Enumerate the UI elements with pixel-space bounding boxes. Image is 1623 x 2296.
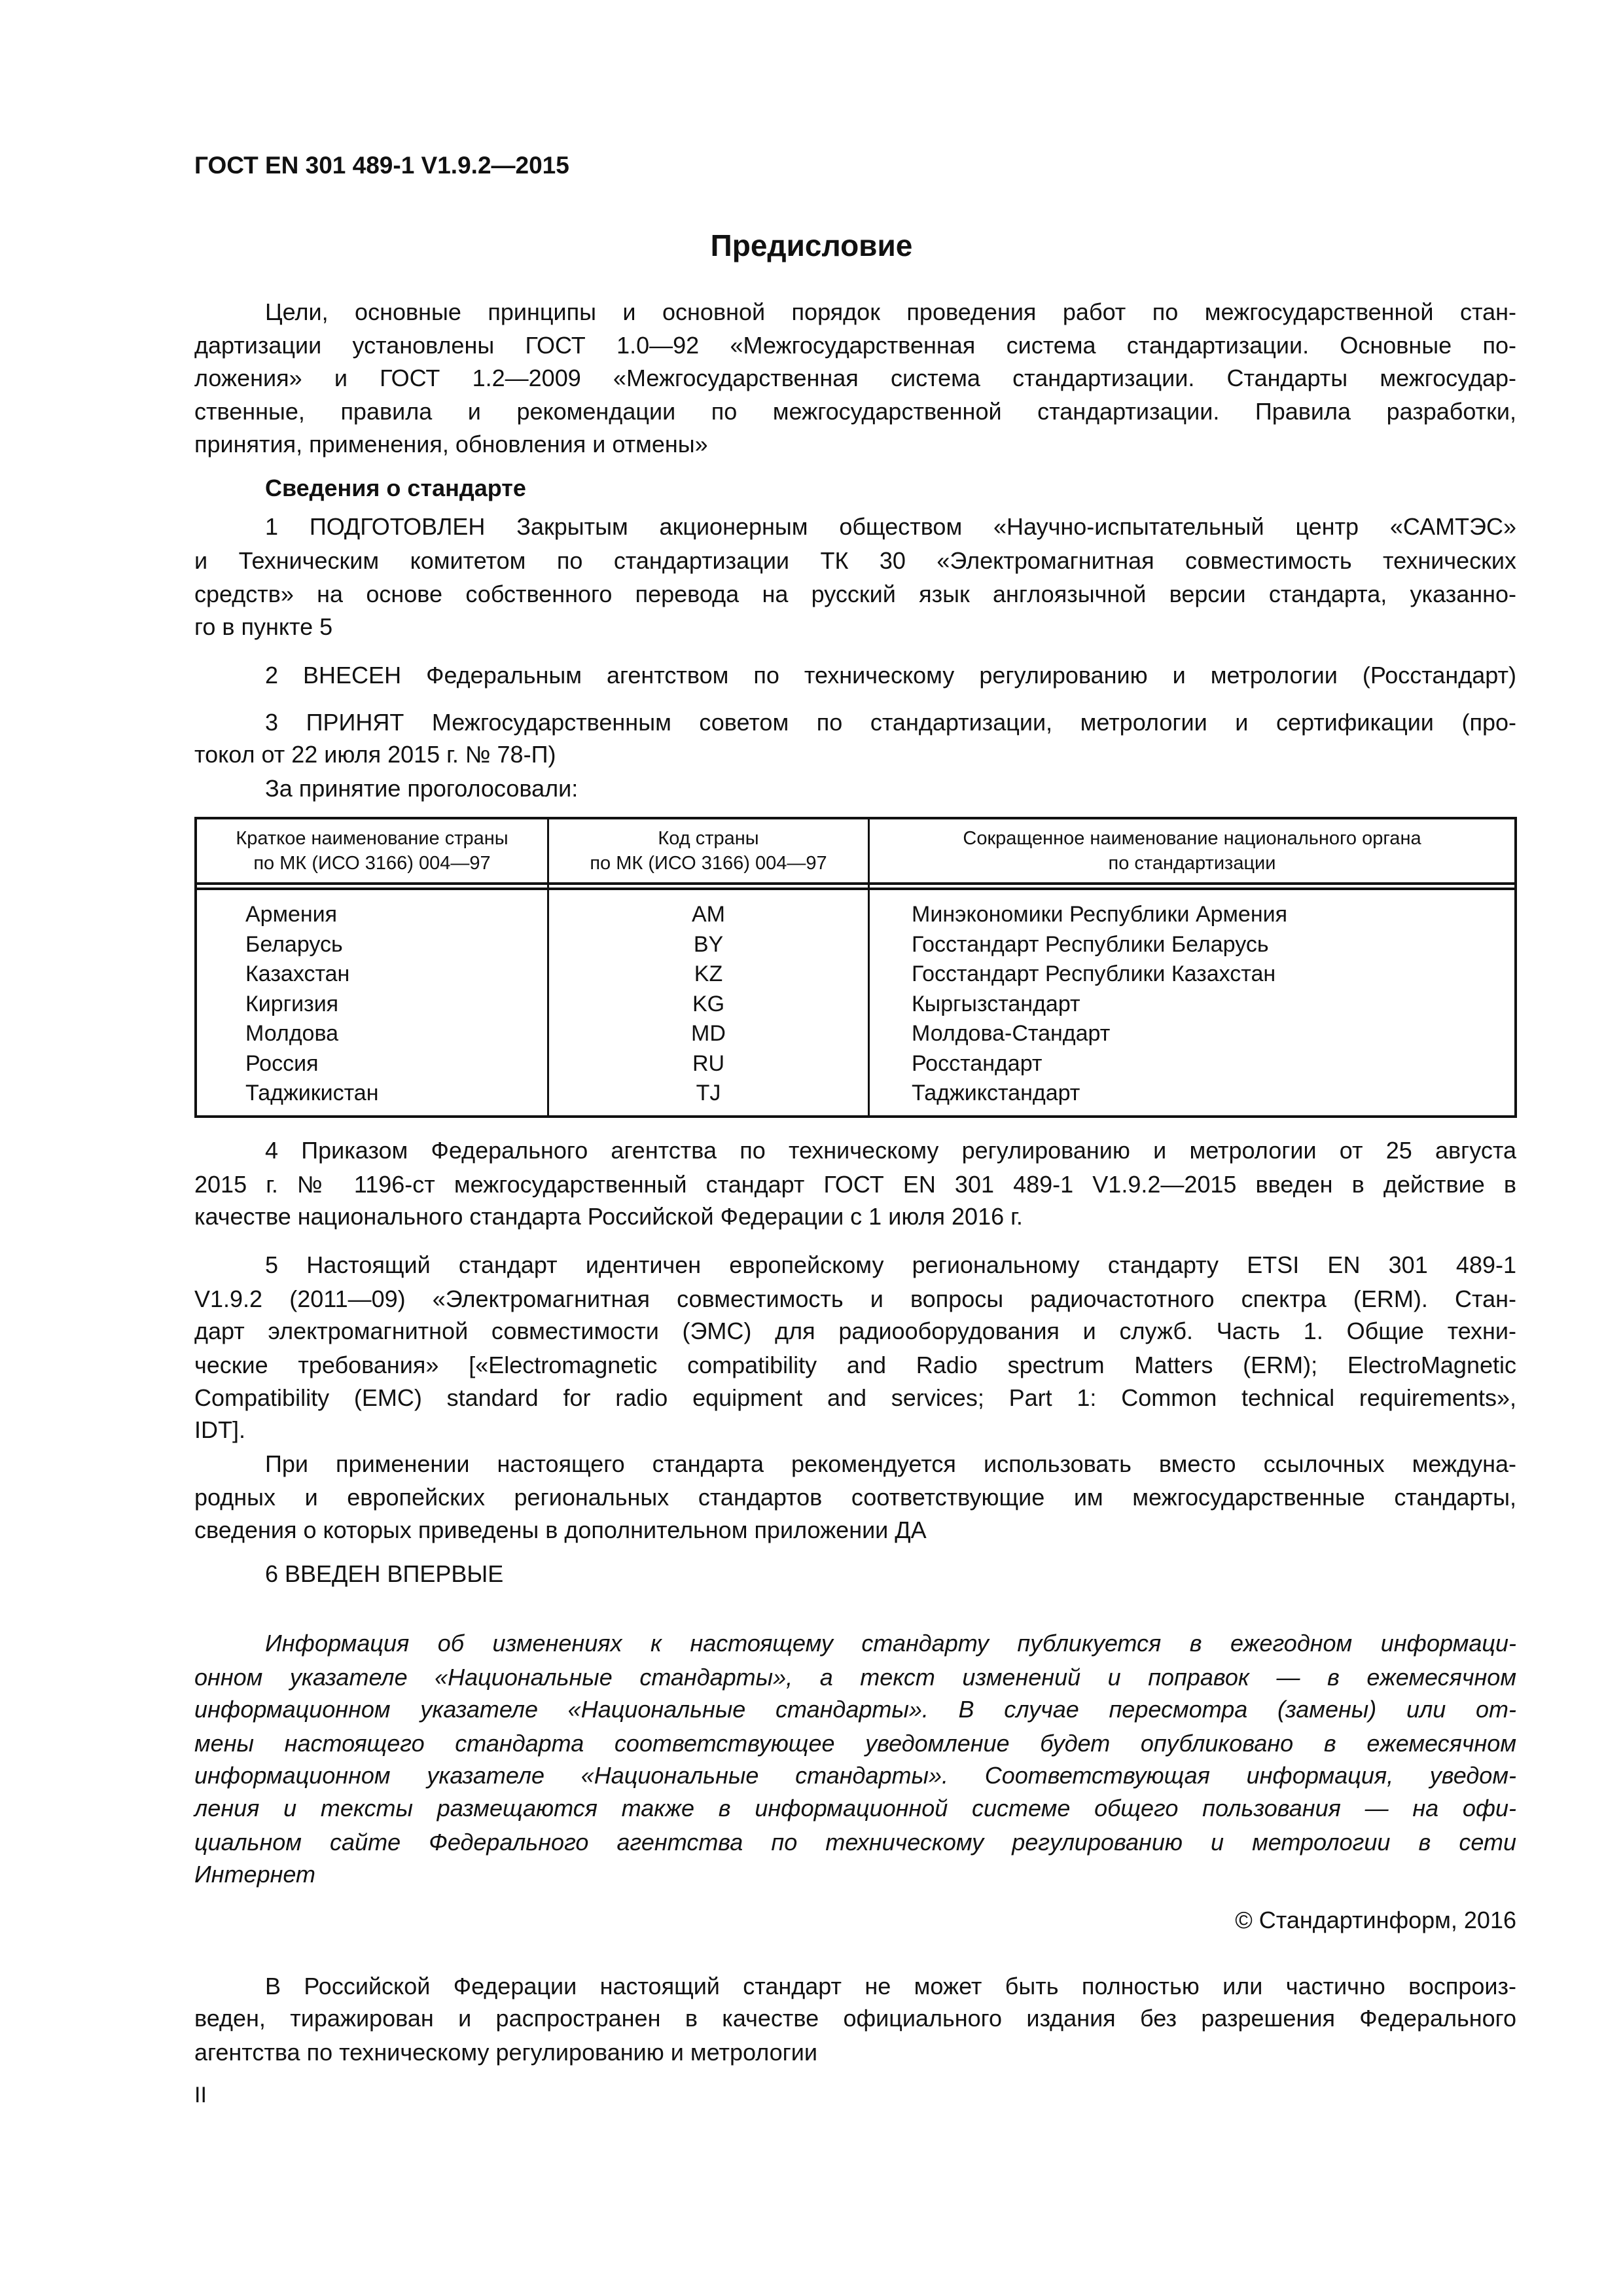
- page-number: II: [194, 2083, 207, 2108]
- item-1-line: 1 ПОДГОТОВЛЕН Закрытым акционерным обществом «Научно-испытательный центр «САМТЭС»: [265, 513, 1516, 540]
- rights-line: В Российской Федерации настоящий стандарт не может быть полностью или частично воспроиз-: [265, 1973, 1516, 2000]
- item-5-note-line: При применении настоящего стандарта рекомендуется использовать вместо ссылочных междуна-: [265, 1450, 1516, 1477]
- intro-line: ложения» и ГОСТ 1.2—2009 «Межгосударственная система стандартизации. Стандарты межгосудар-: [194, 365, 1516, 391]
- item-3-line: 3 ПРИНЯТ Межгосударственным советом по стандартизации, метрологии и сертификации (про-: [265, 709, 1516, 736]
- page-title: Предисловие: [710, 228, 913, 262]
- item-4-line: 4 Приказом Федерального агентства по техническому регулированию и метрологии от 25 августа: [265, 1137, 1516, 1164]
- info-heading-line: Сведения о стандарте: [265, 475, 526, 501]
- cell-country: Таджикистан: [245, 1081, 379, 1105]
- cell-code: KG: [692, 991, 725, 1016]
- cell-standards-body: Госстандарт Республики Казахстан: [912, 961, 1276, 986]
- column-header-code: Код страны по МК (ИСО 3166) 004—97: [590, 828, 827, 874]
- item-5-line: Compatibility (EMC) standard for radio equipment and services; Part 1: Common technical requirements»,: [194, 1384, 1516, 1411]
- cell-country: Киргизия: [245, 991, 339, 1016]
- item-3-line: токол от 22 июля 2015 г. № 78-П): [194, 741, 556, 768]
- cell-code: AM: [692, 902, 725, 927]
- item-5-line: 5 Настоящий стандарт идентичен европейскому региональному стандарту ETSI EN 301 489-1: [265, 1251, 1516, 1278]
- cell-country: Молдова: [245, 1021, 339, 1046]
- item-6-line: 6 ВВЕДЕН ВПЕРВЫЕ: [265, 1560, 504, 1587]
- changes-info-line: информационном указателе «Национальные стандарты». В случае пересмотра (замены) или от-: [194, 1696, 1516, 1723]
- intro-line: принятия, применения, обновления и отмены»: [194, 431, 708, 457]
- voted-line: За принятие проголосовали:: [265, 775, 579, 802]
- rights-line: агентства по техническому регулированию и метрологии: [194, 2039, 817, 2066]
- cell-code: MD: [691, 1021, 726, 1046]
- changes-info-line: Интернет: [194, 1861, 316, 1888]
- column-header-country: Краткое наименование страны по МК (ИСО 3166) 004—97: [236, 828, 508, 874]
- cell-country: Казахстан: [245, 961, 350, 986]
- cell-code: BY: [693, 931, 724, 957]
- cell-standards-body: Кыргызстандарт: [912, 991, 1080, 1016]
- rights-line: веден, тиражирован и распространен в качестве официального издания без разрешения Федерального: [194, 2005, 1516, 2032]
- item-5-note-line: родных и европейских региональных стандартов соответствующие им межгосударственные стандарты,: [194, 1484, 1516, 1511]
- cell-country: Россия: [245, 1050, 319, 1076]
- item-5-line: дарт электромагнитной совместимости (ЭМС) для радиооборудования и служб. Часть 1. Общие техни-: [194, 1318, 1516, 1344]
- document-code: ГОСТ EN 301 489-1 V1.9.2—2015: [194, 152, 569, 179]
- item-5-line: ческие требования» [«Electromagnetic compatibility and Radio spectrum Matters (ERM); ElectroMagnetic: [194, 1352, 1516, 1378]
- item-4-line: качестве национального стандарта Российской Федерации с 1 июля 2016 г.: [194, 1203, 1023, 1230]
- cell-code: KZ: [694, 961, 723, 986]
- voting-table: [194, 817, 1517, 1118]
- item-5-line: V1.9.2 (2011—09) «Электромагнитная совместимость и вопросы радиочастотного спектра (ERM). Стан-: [194, 1285, 1516, 1312]
- item-5-note-line: сведения о которых приведены в дополнительном приложении ДА: [194, 1516, 927, 1543]
- item-1-line: средств» на основе собственного перевода на русский язык англоязычной версии стандарта, указанно-: [194, 581, 1516, 607]
- cell-standards-body: Росстандарт: [912, 1050, 1043, 1076]
- item-1-line: и Техническим комитетом по стандартизации ТК 30 «Электромагнитная совместимость технических: [194, 547, 1516, 574]
- cell-code: TJ: [696, 1081, 721, 1105]
- changes-info-line: ления и тексты размещаются также в информационной системе общего пользования — на офи-: [194, 1795, 1516, 1821]
- table-header-rule: [197, 888, 1514, 890]
- changes-info-line: циальном сайте Федерального агентства по техническому регулированию и метрологии в сети: [194, 1829, 1516, 1856]
- cell-standards-body: Госстандарт Республики Беларусь: [912, 931, 1269, 957]
- cell-standards-body: Минэкономики Республики Армения: [912, 902, 1287, 927]
- changes-info-line: информационном указателе «Национальные стандарты». Соответствующая информация, уведом-: [194, 1762, 1516, 1789]
- item-4-line: 2015 г. № 1196-ст межгосударственный стандарт ГОСТ EN 301 489-1 V1.9.2—2015 введен в действие в: [194, 1171, 1516, 1198]
- cell-standards-body: Молдова-Стандарт: [912, 1021, 1111, 1046]
- copyright-line: © Стандартинформ, 2016: [1235, 1907, 1516, 1933]
- column-header-body: Сокращенное наименование национального органа по стандартизации: [963, 828, 1421, 874]
- changes-info-line: мены настоящего стандарта соответствующее уведомление будет опубликовано в ежемесячном: [194, 1730, 1516, 1757]
- cell-country: Армения: [245, 902, 338, 927]
- item-2-line: 2 ВНЕСЕН Федеральным агентством по техническому регулированию и метрологии (Росстандарт): [265, 662, 1516, 689]
- intro-line: ственные, правила и рекомендации по межгосударственной стандартизации. Правила разработки,: [194, 398, 1516, 425]
- intro-line: дартизации установлены ГОСТ 1.0—92 «Межгосударственная система стандартизации. Основные по-: [194, 332, 1516, 359]
- changes-info-line: онном указателе «Национальные стандарты», а текст изменений и поправок — в ежемесячном: [194, 1664, 1516, 1691]
- changes-info-line: Информация об изменениях к настоящему стандарту публикуется в ежегодном информаци-: [265, 1630, 1516, 1657]
- cell-country: Беларусь: [245, 931, 343, 957]
- item-1-line: го в пункте 5: [194, 613, 333, 640]
- intro-line: Цели, основные принципы и основной порядок проведения работ по межгосударственной стан-: [265, 298, 1516, 325]
- cell-code: RU: [692, 1050, 725, 1076]
- item-5-line: IDT].: [194, 1416, 245, 1443]
- cell-standards-body: Таджикстандарт: [912, 1081, 1080, 1105]
